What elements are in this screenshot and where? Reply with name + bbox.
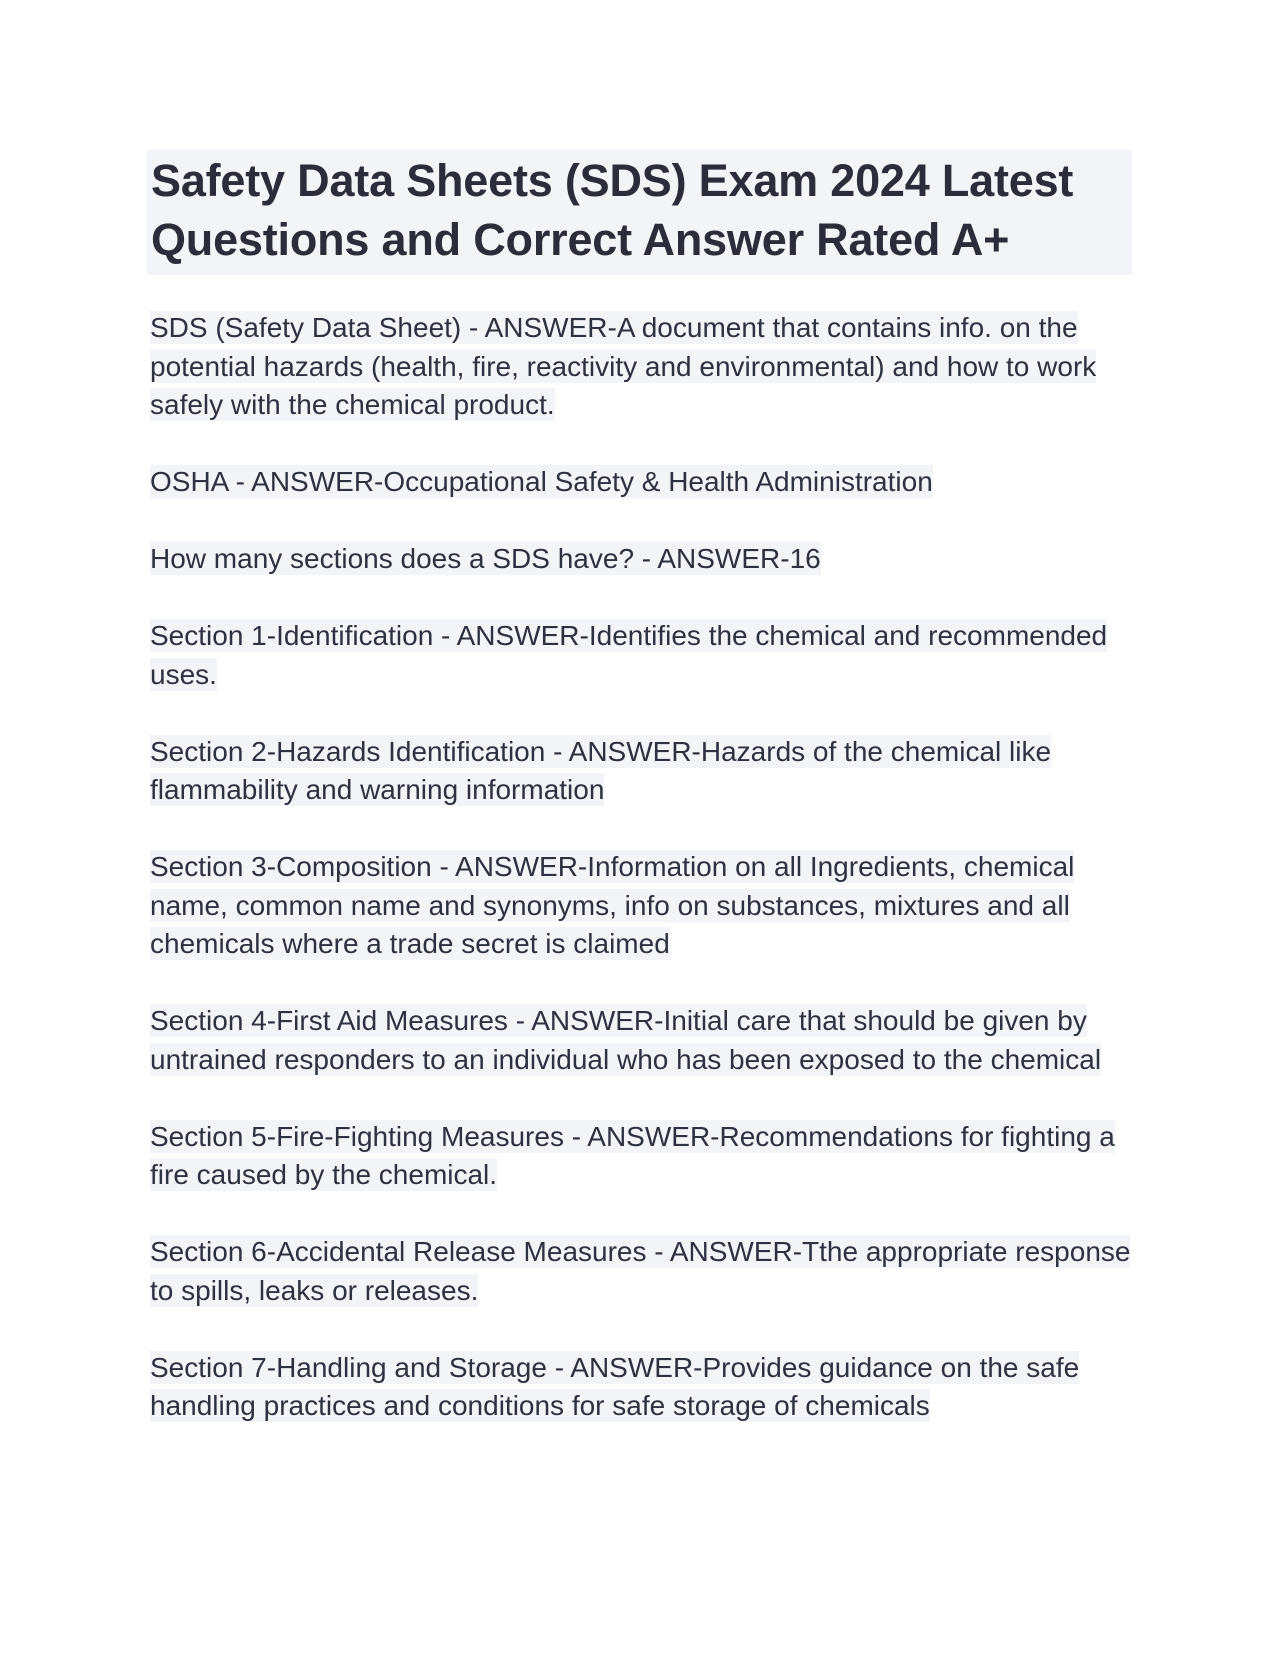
qa-entry-section-6 bbox=[150, 1233, 1140, 1310]
qa-entry-text: OSHA - ANSWER-Occupational Safety & Health Administration bbox=[150, 466, 933, 497]
document-title: Safety Data Sheets (SDS) Exam 2024 Latest Questions and Correct Answer Rated A+ bbox=[151, 155, 1074, 265]
qa-entry-section-7 bbox=[150, 1349, 1140, 1426]
qa-entry-sds bbox=[150, 309, 1140, 425]
qa-entry-section-3 bbox=[150, 848, 1140, 964]
qa-list bbox=[150, 309, 1140, 1464]
qa-entry-text: How many sections does a SDS have? - ANSWER-16 bbox=[150, 543, 821, 574]
qa-entry-text: SDS (Safety Data Sheet) - ANSWER-A document that contains info. on the potential hazards (health, fire, reactivity and environmental) and how to work safely with the chemical product. bbox=[150, 312, 1097, 420]
qa-entry-text: Section 3-Composition - ANSWER-Information on all Ingredients, chemical name, common name and synonyms, info on substances, mixtures and all chemicals where a trade secret is claimed bbox=[150, 851, 1075, 959]
qa-entry-text: Section 2-Hazards Identification - ANSWER-Hazards of the chemical like flammability and warning information bbox=[150, 735, 1052, 805]
qa-entry-text: Section 1-Identification - ANSWER-Identifies the chemical and recommended uses. bbox=[150, 620, 1108, 690]
qa-entry-section-1 bbox=[150, 617, 1140, 694]
qa-entry-section-5 bbox=[150, 1118, 1140, 1195]
qa-entry-section-count bbox=[150, 540, 1140, 579]
qa-entry-section-4 bbox=[150, 1002, 1140, 1079]
qa-entry-text: Section 6-Accidental Release Measures - ANSWER-Tthe appropriate response to spills, leaks or releases. bbox=[150, 1236, 1131, 1306]
qa-entry-section-2 bbox=[150, 733, 1140, 810]
qa-entry-text: Section 5-Fire-Fighting Measures - ANSWER-Recommendations for fighting a fire caused by the chemical. bbox=[150, 1120, 1115, 1190]
qa-entry-osha bbox=[150, 463, 1140, 502]
title-block bbox=[147, 150, 1132, 275]
qa-entry-text: Section 7-Handling and Storage - ANSWER-Provides guidance on the safe handling practices and conditions for safe storage of chemicals bbox=[150, 1351, 1080, 1421]
qa-entry-text: Section 4-First Aid Measures - ANSWER-Initial care that should be given by untrained responders to an individual who has been exposed to the chemical bbox=[150, 1005, 1102, 1075]
